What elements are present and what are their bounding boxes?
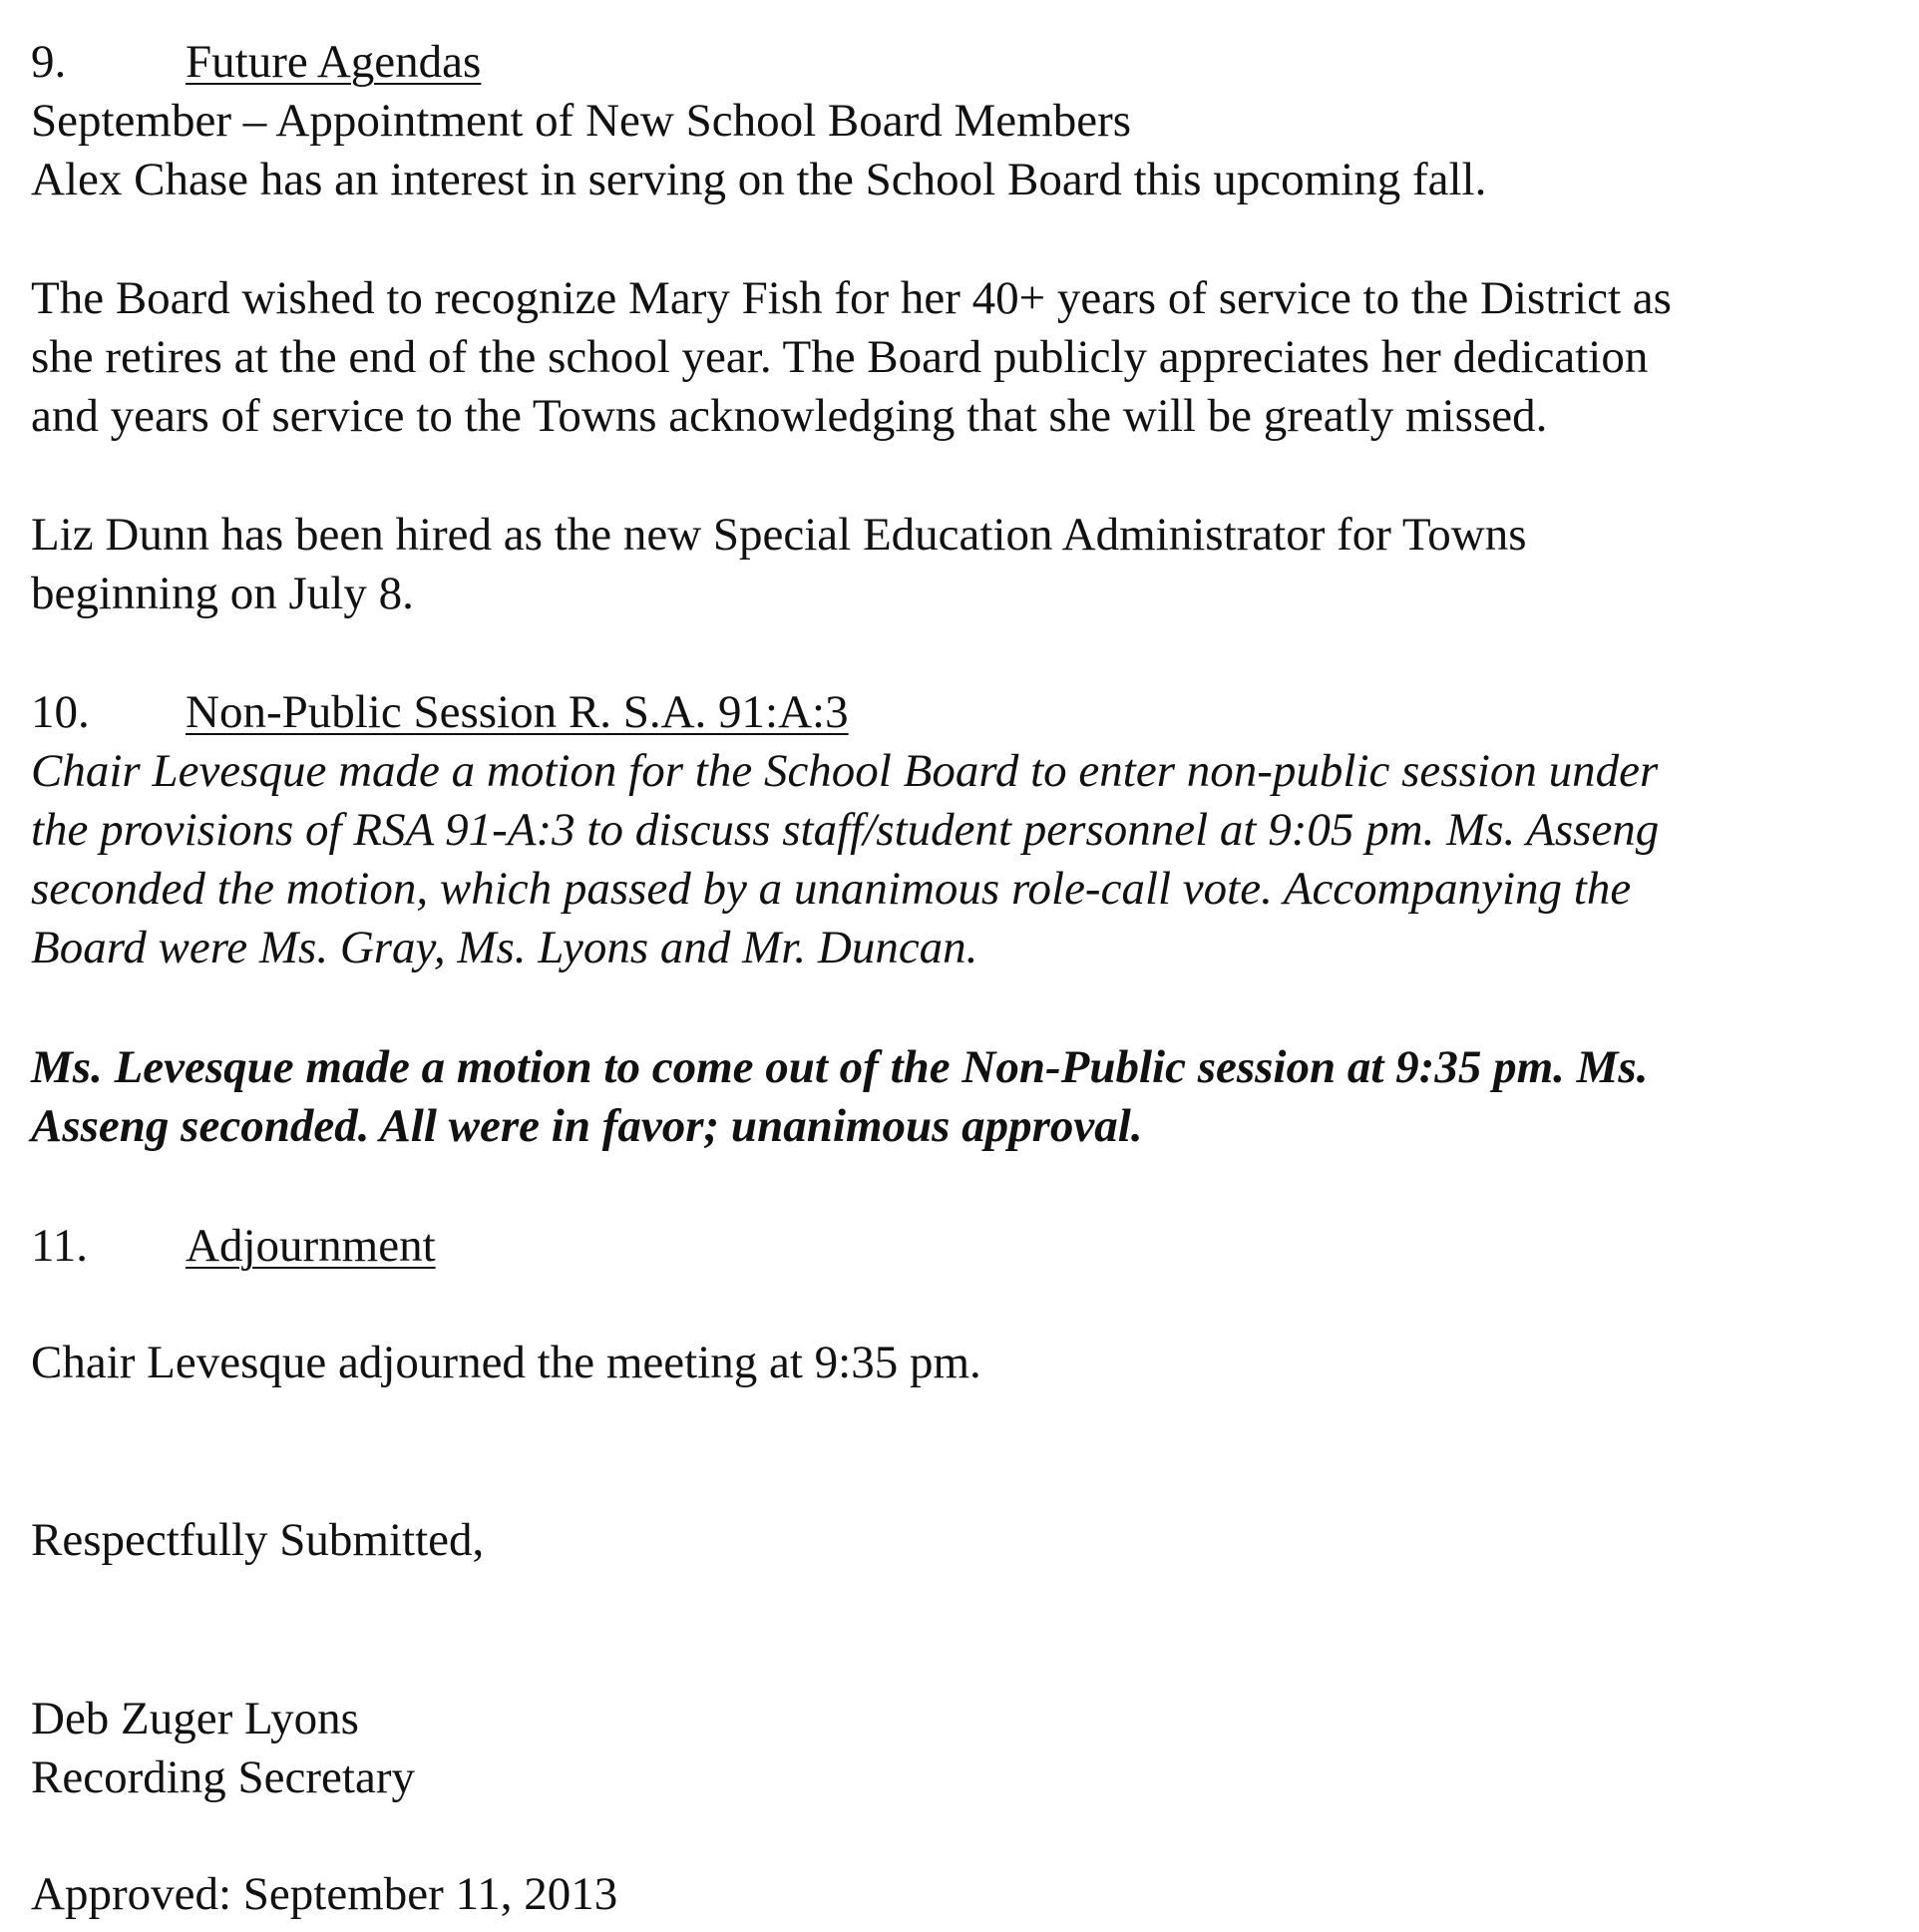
section-10-heading-line — [31, 683, 1889, 742]
signature-block — [31, 1690, 1889, 1807]
approval-block — [31, 1865, 1889, 1924]
motion-line: seconded the motion, which passed by a unanimous role-call vote. Accompanying the — [31, 863, 1632, 915]
section-heading: Future Agendas — [186, 36, 482, 88]
section-number: 9. — [31, 36, 67, 88]
closing-salutation — [31, 1511, 1889, 1570]
paragraph-line: beginning on July 8. — [31, 568, 414, 619]
signer-name: Deb Zuger Lyons — [31, 1693, 359, 1744]
paragraph-line: The Board wished to recognize Mary Fish for her 40+ years of service to the District as — [31, 272, 1672, 324]
section-11-heading-line — [31, 1217, 1889, 1276]
paragraph-line: Liz Dunn has been hired as the new Special Education Administrator for Towns — [31, 509, 1527, 561]
exit-motion — [31, 1038, 1889, 1156]
section-number: 11. — [31, 1220, 89, 1272]
signer-title: Recording Secretary — [31, 1751, 415, 1803]
paragraph-line: she retires at the end of the school year. The Board publicly appreciates her dedication — [31, 331, 1649, 383]
agenda-item: September – Appointment of New School Board Members — [31, 95, 1132, 147]
section-heading: Non-Public Session R. S.A. 91:A:3 — [186, 686, 849, 738]
section-9-heading-line — [31, 33, 1889, 92]
section-11 — [31, 1217, 1889, 1276]
section-10 — [31, 683, 1889, 977]
adjournment-text — [31, 1334, 1889, 1392]
submitted-line: Respectfully Submitted, — [31, 1514, 485, 1566]
section-number: 10. — [31, 686, 90, 738]
section-9 — [31, 33, 1889, 209]
motion-line: the provisions of RSA 91-A:3 to discuss staff/student personnel at 9:05 pm. Ms. Asseng — [31, 804, 1660, 856]
exit-motion-line: Asseng seconded. All were in favor; unanimous approval. — [31, 1100, 1143, 1152]
motion-line: Board were Ms. Gray, Ms. Lyons and Mr. Duncan. — [31, 922, 978, 973]
motion-line: Chair Levesque made a motion for the School Board to enter non-public session under — [31, 745, 1659, 797]
agenda-note: Alex Chase has an interest in serving on the School Board this upcoming fall. — [31, 154, 1487, 205]
hire-paragraph — [31, 506, 1889, 623]
paragraph-line: and years of service to the Towns acknowledging that she will be greatly missed. — [31, 390, 1548, 442]
approved-line: Approved: September 11, 2013 — [31, 1868, 618, 1920]
adjournment-line: Chair Levesque adjourned the meeting at 9:35 pm. — [31, 1337, 981, 1388]
section-heading: Adjournment — [186, 1220, 436, 1272]
exit-motion-line: Ms. Levesque made a motion to come out of the Non-Public session at 9:35 pm. Ms. — [31, 1041, 1649, 1093]
recognition-paragraph — [31, 269, 1889, 446]
